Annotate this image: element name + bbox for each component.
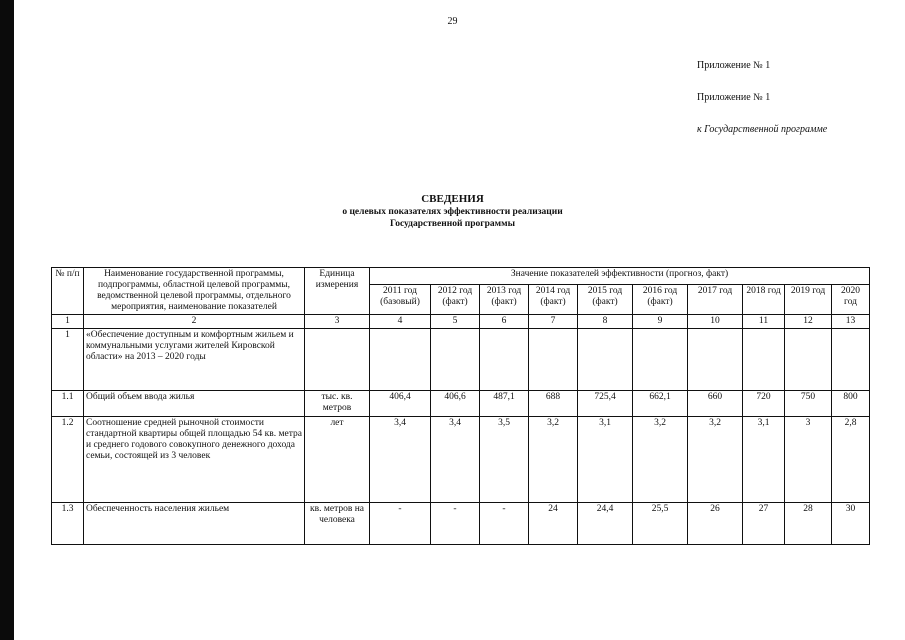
- value-cell: 28: [785, 503, 832, 545]
- value-cell: 800: [832, 391, 870, 417]
- column-number: 2: [84, 315, 305, 329]
- value-cell: -: [370, 503, 431, 545]
- value-cell: [578, 329, 633, 391]
- appendix-line-3: к Государственной программе: [697, 124, 828, 135]
- header-values-group: Значение показателей эффективности (прогноз, факт): [370, 268, 870, 285]
- value-cell: 3,1: [578, 417, 633, 503]
- header-year: 2018 год: [743, 284, 785, 314]
- value-cell: 725,4: [578, 391, 633, 417]
- appendix-line-2: Приложение № 1: [697, 92, 771, 103]
- column-number: 9: [633, 315, 688, 329]
- value-cell: 3,2: [529, 417, 578, 503]
- row-name: Общий объем ввода жилья: [84, 391, 305, 417]
- value-cell: 3: [785, 417, 832, 503]
- table-row: [52, 417, 870, 503]
- value-cell: 688: [529, 391, 578, 417]
- value-cell: 3,1: [743, 417, 785, 503]
- header-year: 2020 год: [832, 284, 870, 314]
- row-unit: [305, 329, 370, 391]
- value-cell: [370, 329, 431, 391]
- value-cell: 406,4: [370, 391, 431, 417]
- value-cell: 3,4: [370, 417, 431, 503]
- row-name: Соотношение средней рыночной стоимости стандартной квартиры общей площадью 54 кв. метра и среднего годового совокупного денежного дохода семьи, состоящей из 3 человек: [84, 417, 305, 503]
- value-cell: 406,6: [431, 391, 480, 417]
- value-cell: 660: [688, 391, 743, 417]
- value-cell: -: [431, 503, 480, 545]
- column-number: 8: [578, 315, 633, 329]
- header-name: Наименование государственной программы, подпрограммы, областной целевой программы, ведомственной целевой программы, отдельного мероприятия, наименование показателей: [84, 268, 305, 315]
- value-cell: 27: [743, 503, 785, 545]
- row-number: 1: [52, 329, 84, 391]
- value-cell: 30: [832, 503, 870, 545]
- value-cell: 3,2: [688, 417, 743, 503]
- title-main: СВЕДЕНИЯ: [421, 193, 484, 205]
- value-cell: [743, 329, 785, 391]
- table-row: [52, 391, 870, 417]
- column-number: 4: [370, 315, 431, 329]
- value-cell: 3,4: [431, 417, 480, 503]
- column-number: 5: [431, 315, 480, 329]
- value-cell: 750: [785, 391, 832, 417]
- header-year: 2014 год (факт): [529, 284, 578, 314]
- title-sub-2: Государственной программы: [389, 219, 516, 229]
- value-cell: [832, 329, 870, 391]
- row-unit: лет: [305, 417, 370, 503]
- value-cell: 662,1: [633, 391, 688, 417]
- value-cell: 24: [529, 503, 578, 545]
- value-cell: [529, 329, 578, 391]
- value-cell: 720: [743, 391, 785, 417]
- value-cell: 26: [688, 503, 743, 545]
- table-row: [52, 503, 870, 545]
- row-unit: кв. метров на человека: [305, 503, 370, 545]
- value-cell: [688, 329, 743, 391]
- row-number: 1.1: [52, 391, 84, 417]
- header-year: 2016 год (факт): [633, 284, 688, 314]
- header-year: 2012 год (факт): [431, 284, 480, 314]
- page-number: 29: [447, 16, 458, 27]
- column-number-row: [52, 315, 870, 329]
- table-row: [52, 329, 870, 391]
- header-year: 2019 год: [785, 284, 832, 314]
- value-cell: 25,5: [633, 503, 688, 545]
- column-number: 10: [688, 315, 743, 329]
- value-cell: 24,4: [578, 503, 633, 545]
- value-cell: -: [480, 503, 529, 545]
- column-number: 6: [480, 315, 529, 329]
- value-cell: 3,5: [480, 417, 529, 503]
- value-cell: [480, 329, 529, 391]
- header-year: 2015 год (факт): [578, 284, 633, 314]
- row-number: 1.2: [52, 417, 84, 503]
- column-number: 7: [529, 315, 578, 329]
- value-cell: [431, 329, 480, 391]
- value-cell: 2,8: [832, 417, 870, 503]
- value-cell: [633, 329, 688, 391]
- row-name: Обеспеченность населения жильем: [84, 503, 305, 545]
- scan-left-edge: [0, 0, 14, 640]
- row-unit: тыс. кв. метров: [305, 391, 370, 417]
- header-year: 2011 год (базовый): [370, 284, 431, 314]
- column-number: 3: [305, 315, 370, 329]
- column-number: 11: [743, 315, 785, 329]
- row-number: 1.3: [52, 503, 84, 545]
- header-no: № п/п: [52, 268, 84, 315]
- appendix-line-1: Приложение № 1: [697, 60, 771, 71]
- header-unit: Единица измерения: [305, 268, 370, 315]
- indicators-table: [51, 267, 870, 545]
- value-cell: 487,1: [480, 391, 529, 417]
- document-title: [0, 193, 905, 230]
- column-number: 12: [785, 315, 832, 329]
- value-cell: [785, 329, 832, 391]
- title-sub-1: о целевых показателях эффективности реализации: [342, 207, 563, 217]
- column-number: 13: [832, 315, 870, 329]
- column-number: 1: [52, 315, 84, 329]
- header-year: 2013 год (факт): [480, 284, 529, 314]
- row-name: «Обеспечение доступным и комфортным жильем и коммунальными услугами жителей Кировской области» на 2013 – 2020 годы: [84, 329, 305, 391]
- header-row-1: [52, 268, 870, 285]
- header-year: 2017 год: [688, 284, 743, 314]
- value-cell: 3,2: [633, 417, 688, 503]
